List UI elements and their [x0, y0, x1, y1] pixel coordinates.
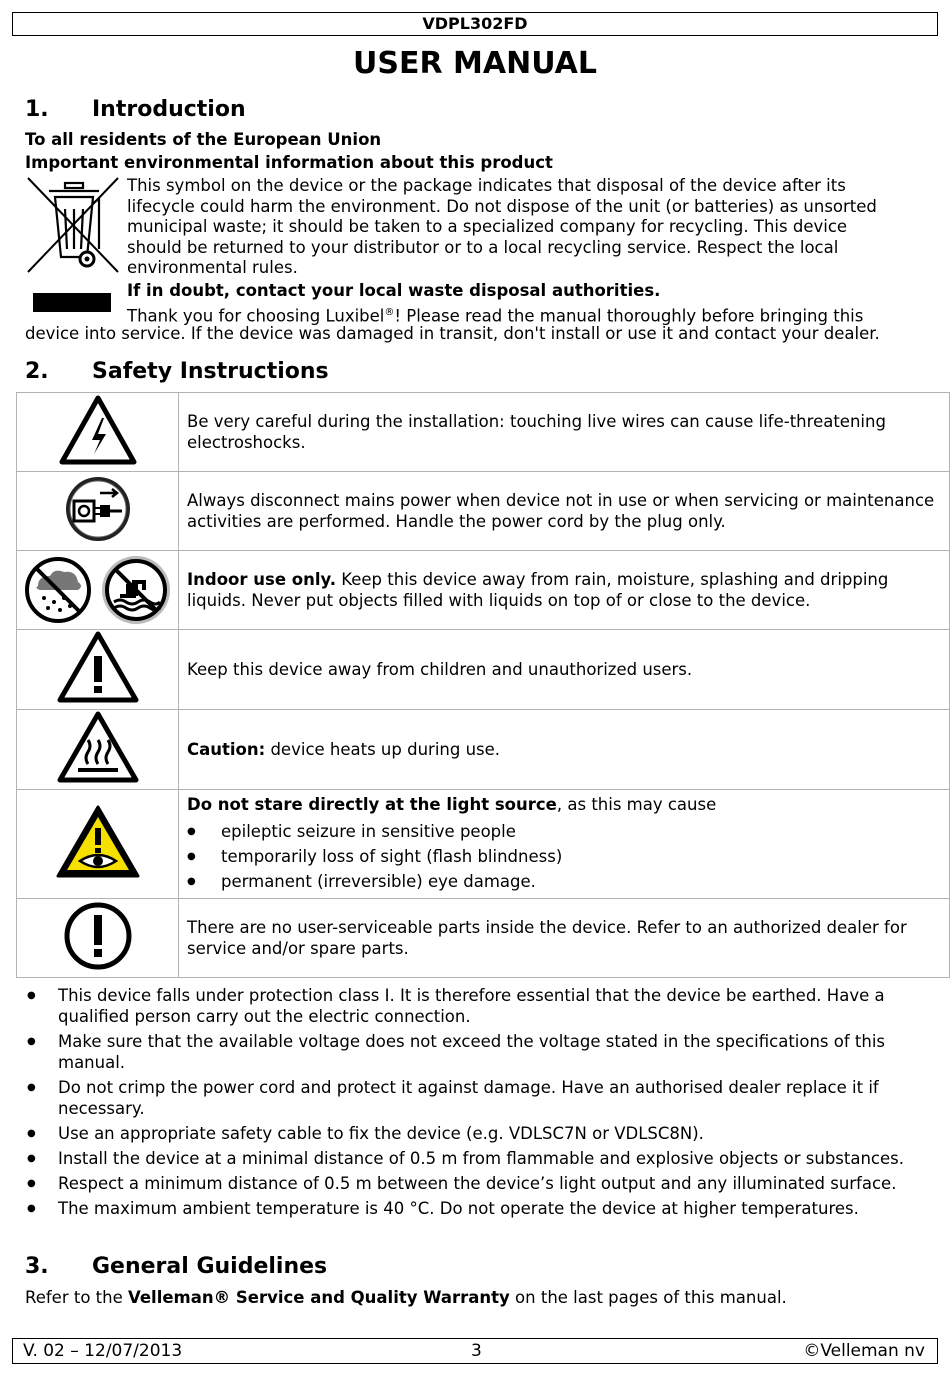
weee-line-2: lifecycle could harm the environment. Do not dispose of the unit (or batteries) as unsorted — [127, 197, 877, 216]
safety-text-bold: Caution: — [187, 740, 266, 759]
thank-you-text: Thank you for choosing Luxibel — [127, 306, 385, 326]
safety-bullet-list — [25, 985, 940, 1223]
safety-table — [16, 392, 950, 978]
section-title: Introduction — [92, 97, 246, 122]
list-item: ● Do not crimp the power cord and protect it against damage. Have an authorised dealer replace it if necessary. — [25, 1077, 940, 1119]
safety-text-normal: device heats up during use. — [265, 740, 501, 759]
safety-text: Be very careful during the installation: touching live wires can cause life-threatening electroshocks. — [179, 393, 950, 472]
list-item: ● temporarily loss of sight (flash blindness) — [187, 844, 941, 869]
safety-row — [17, 472, 950, 551]
list-item: ● Make sure that the available voltage does not exceed the voltage stated in the specifications of this manual. — [25, 1031, 940, 1073]
safety-text: Always disconnect mains power when device not in use or when servicing or maintenance activities are performed. Handle the power cord by the plug only. — [179, 472, 950, 551]
weee-line-1: This symbol on the device or the package indicates that disposal of the device after its — [127, 176, 846, 195]
list-item: ● Respect a minimum distance of 0.5 m between the device’s light output and any illuminated surface. — [25, 1173, 940, 1194]
environment-subheading: Important environmental information about this product — [25, 153, 553, 172]
safety-text-normal: Keep this device away from rain, moisture, splashing and dripping liquids. Never put objects filled with liquids on top of or close to the device. — [187, 570, 889, 610]
section-safety-heading — [25, 357, 329, 387]
safety-text: Keep this device away from children and unauthorized users. — [179, 630, 950, 710]
safety-row — [17, 393, 950, 472]
safety-row — [17, 551, 950, 630]
section-number: 2. — [25, 359, 49, 384]
general-warning-icon — [56, 630, 140, 704]
weee-crossed-bin-icon — [25, 175, 121, 275]
header-model: VDPL302FD — [12, 12, 938, 36]
section-number: 1. — [25, 97, 49, 122]
copyright: ©Velleman nv — [803, 1341, 925, 1361]
warranty-text-pre: Refer to the — [25, 1288, 128, 1307]
safety-text-bold: Do not stare directly at the light source — [187, 795, 557, 814]
safety-text — [179, 790, 950, 899]
exclamation-circle-icon — [63, 901, 133, 971]
section-guidelines-heading — [25, 1252, 327, 1282]
safety-row — [17, 630, 950, 710]
hot-surface-icon — [56, 710, 140, 784]
section-intro-heading — [25, 95, 246, 125]
weee-line-4: should be returned to your distributor or to a local recycling service. Respect the local — [127, 238, 839, 257]
eye-hazard-list — [187, 819, 941, 894]
weee-line-3: municipal waste; it should be taken to a specialized company for recycling. This device — [127, 217, 848, 236]
section-number: 3. — [25, 1254, 49, 1279]
no-rain-icon — [24, 556, 92, 624]
safety-icon-cell — [17, 630, 179, 710]
version-date: V. 02 – 12/07/2013 — [23, 1341, 183, 1361]
section-title: Safety Instructions — [92, 359, 329, 384]
thank-you-text-cont: ! Please read the manual thoroughly before bringing this — [394, 306, 864, 326]
warranty-name: Velleman® Service and Quality Warranty — [128, 1288, 510, 1307]
safety-icon-cell — [17, 899, 179, 978]
weee-black-bar — [33, 293, 111, 312]
safety-icon-cell — [17, 790, 179, 899]
safety-row — [17, 899, 950, 978]
safety-icon-cell — [17, 472, 179, 551]
electric-shock-warning-icon — [58, 394, 138, 466]
list-item: ● Use an appropriate safety cable to fix the device (e.g. VDLSC7N or VDLSC8N). — [25, 1123, 940, 1144]
waste-authorities-note: If in doubt, contact your local waste disposal authorities. — [127, 281, 661, 300]
registered-mark: ® — [384, 307, 395, 318]
safety-icon-cell — [17, 710, 179, 790]
eye-hazard-icon — [55, 804, 141, 880]
eu-residents-subheading: To all residents of the European Union — [25, 130, 382, 149]
safety-row — [17, 790, 950, 899]
list-item: ● permanent (irreversible) eye damage. — [187, 869, 941, 894]
weee-line-5: environmental rules. — [127, 258, 298, 277]
list-item: ● epileptic seizure in sensitive people — [187, 819, 941, 844]
safety-text: There are no user-serviceable parts inside the device. Refer to an authorized dealer for service and/or spare parts. — [179, 899, 950, 978]
safety-text-normal: , as this may cause — [556, 795, 717, 814]
list-item: ● Install the device at a minimal distance of 0.5 m from flammable and explosive objects or substances. — [25, 1148, 940, 1169]
disconnect-mains-icon — [64, 475, 132, 543]
no-liquids-icon — [100, 554, 172, 626]
safety-icon-cell — [17, 393, 179, 472]
safety-text — [179, 710, 950, 790]
indoor-use-only-icon — [17, 554, 178, 626]
safety-text-bold: Indoor use only. — [187, 570, 336, 589]
transit-damage-line: device into service. If the device was damaged in transit, don't install or use it and contact your dealer. — [25, 324, 880, 343]
page-title: USER MANUAL — [353, 46, 597, 81]
page-footer — [12, 1338, 938, 1364]
safety-icon-cell — [17, 551, 179, 630]
section-title: General Guidelines — [92, 1254, 328, 1279]
page-number: 3 — [471, 1341, 482, 1361]
safety-text — [179, 551, 950, 630]
list-item: ● This device falls under protection class I. It is therefore essential that the device be earthed. Have a qualified person carry out the electric connection. — [25, 985, 940, 1027]
safety-row — [17, 710, 950, 790]
warranty-reference — [25, 1288, 787, 1309]
warranty-text-post: on the last pages of this manual. — [509, 1288, 787, 1307]
list-item: ● The maximum ambient temperature is 40 °C. Do not operate the device at higher temperatures. — [25, 1198, 940, 1219]
